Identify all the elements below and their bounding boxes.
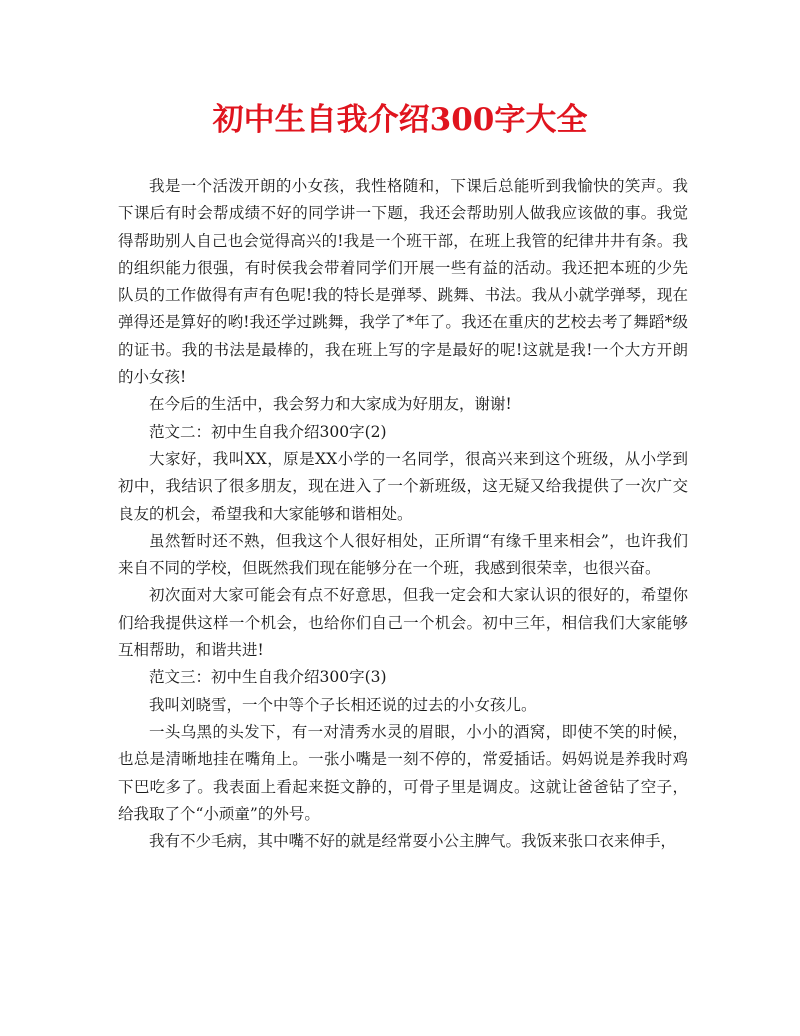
section-heading: 范文二：初中生自我介绍300字(2) (149, 422, 387, 441)
paragraph: 大家好，我叫XX，原是XX小学的一名同学，很高兴来到这个班级，从小学到初中，我结识了很多朋友，现在进入了一个新班级，这无疑又给我提供了一次广交良友的机会，希望我和大家能够和谐相处。 (118, 449, 688, 523)
paragraph: 初次面对大家可能会有点不好意思，但我一定会和大家认识的很好的，希望你们给我提供这样一个机会，也给你们自己一个机会。初中三年，相信我们大家能够互相帮助，和谐共进! (118, 586, 688, 660)
paragraph: 我是一个活泼开朗的小女孩，我性格随和，下课后总能听到我愉快的笑声。我下课后有时会帮成绩不好的同学讲一下题，我还会帮助别人做我应该做的事。我觉得帮助别人自己也会觉得高兴的!我是一个班干部，在班上我管的纪律井井有条。我的组织能力很强，有时侯我会带着同学们开展一些有益的活动。我还把本班的少先队员的工作做得有声有色呢!我的特长是弹琴、跳舞、书法。我从小就学弹琴，现在弹得还是算好的哟!我还学过跳舞，我学了*年了。我还在重庆的艺校去考了舞蹈*级的证书。我的书法是最棒的，我在班上写的字是最好的呢!这就是我!一个大方开朗的小女孩! (118, 177, 688, 387)
paragraph: 在今后的生活中，我会努力和大家成为好朋友，谢谢! (149, 395, 512, 414)
paragraph: 虽然暂时还不熟，但我这个人很好相处，正所谓“有缘千里来相会”，也许我们来自不同的学校，但既然我们现在能够分在一个班，我感到很荣幸，也很兴奋。 (118, 531, 688, 578)
paragraph: 我有不少毛病，其中嘴不好的就是经常耍小公主脾气。我饭来张口衣来伸手， (149, 832, 677, 851)
document-body (118, 173, 688, 855)
paragraph: 一头乌黑的头发下，有一对清秀水灵的眉眼，小小的酒窝，即使不笑的时候，也总是清晰地挂在嘴角上。一张小嘴是一刻不停的，常爱插话。妈妈说是养我时鸡下巴吃多了。我表面上看起来挺文静的，可骨子里是调皮。这就让爸爸钻了空子，给我取了个“小顽童”的外号。 (118, 722, 688, 823)
paragraph: 我叫刘晓雪，一个中等个子长相还说的过去的小女孩儿。 (149, 695, 537, 714)
section-heading: 范文三：初中生自我介绍300字(3) (149, 668, 387, 687)
page-title: 初中生自我介绍300字大全 (212, 102, 588, 138)
